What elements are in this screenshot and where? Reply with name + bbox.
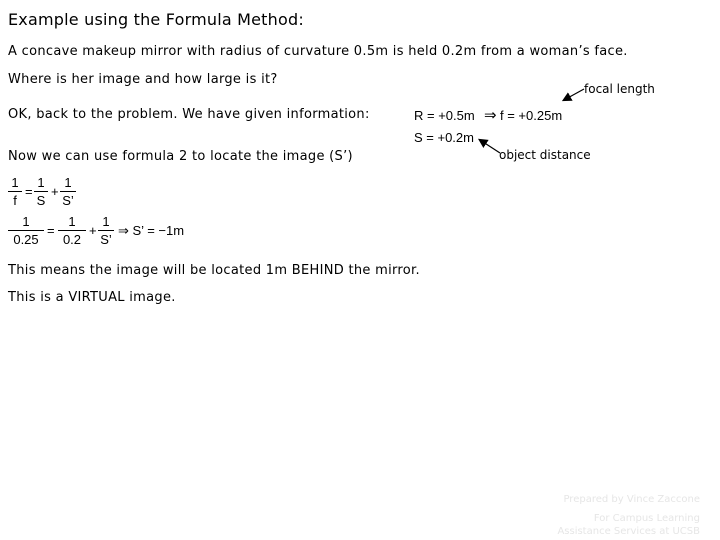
footer-credit-author: Prepared by Vince Zaccone — [563, 494, 700, 505]
fraction-bar — [8, 230, 44, 231]
given-information-line: OK, back to the problem. We have given information: — [8, 107, 370, 122]
fraction-1-over-s-prime — [98, 214, 114, 247]
fraction-numerator: 1 — [37, 175, 45, 190]
footer-credit-line-2: For Campus Learning — [593, 513, 700, 524]
object-distance-arrow — [480, 140, 500, 153]
fraction-1-over-s — [34, 175, 48, 208]
plus-sign: + — [89, 223, 97, 238]
fraction-numerator: 1 — [102, 214, 110, 229]
fraction-denominator: 0.25 — [13, 232, 39, 247]
fraction-bar — [60, 191, 76, 192]
fraction-bar — [8, 191, 22, 192]
fraction-denominator: 0.2 — [62, 232, 82, 247]
equals-sign: = — [47, 223, 55, 238]
fraction-bar — [34, 191, 48, 192]
fraction-1-over-s-prime — [60, 175, 76, 208]
fraction-denominator: f — [13, 193, 17, 208]
fraction-numerator: 1 — [64, 175, 72, 190]
fraction-denominator: S’ — [62, 193, 74, 208]
fraction-denominator: S — [36, 193, 46, 208]
implies-symbol: ⇒ — [484, 107, 497, 124]
fraction-1-over-f — [8, 175, 22, 208]
radius-value: R = +0.5m — [414, 108, 475, 123]
object-distance-value: S = +0.2m — [414, 130, 474, 145]
fraction-numerator: 1 — [11, 175, 19, 190]
plus-sign: + — [51, 184, 59, 199]
focal-length-annotation: focal length — [584, 82, 655, 96]
virtual-image-statement: This is a VIRTUAL image. — [8, 290, 176, 305]
fraction-numerator: 1 — [22, 214, 30, 229]
slide-title: Example using the Formula Method: — [8, 10, 304, 29]
fraction-bar — [58, 230, 86, 231]
fraction-bar — [98, 230, 114, 231]
problem-statement-line-1: A concave makeup mirror with radius of curvature 0.5m is held 0.2m from a woman’s face. — [8, 44, 628, 59]
footer-credit-line-3: Assistance Services at UCSB — [557, 526, 700, 537]
fraction-1-over-0.25 — [8, 214, 44, 247]
result-statement: This means the image will be located 1m BEHIND the mirror. — [8, 263, 420, 278]
problem-statement-line-2: Where is her image and how large is it? — [8, 72, 278, 87]
object-distance-annotation: object distance — [499, 148, 591, 162]
fraction-1-over-0.2 — [58, 214, 86, 247]
focal-length-arrow — [564, 89, 584, 100]
fraction-numerator: 1 — [68, 214, 76, 229]
focal-length-value: f = +0.25m — [500, 108, 563, 123]
fraction-denominator: S’ — [100, 232, 112, 247]
equals-sign: = — [25, 184, 33, 199]
formula-intro-line: Now we can use formula 2 to locate the image (S’) — [8, 149, 353, 164]
image-distance-result: ⇒ S’ = −1m — [118, 223, 185, 238]
